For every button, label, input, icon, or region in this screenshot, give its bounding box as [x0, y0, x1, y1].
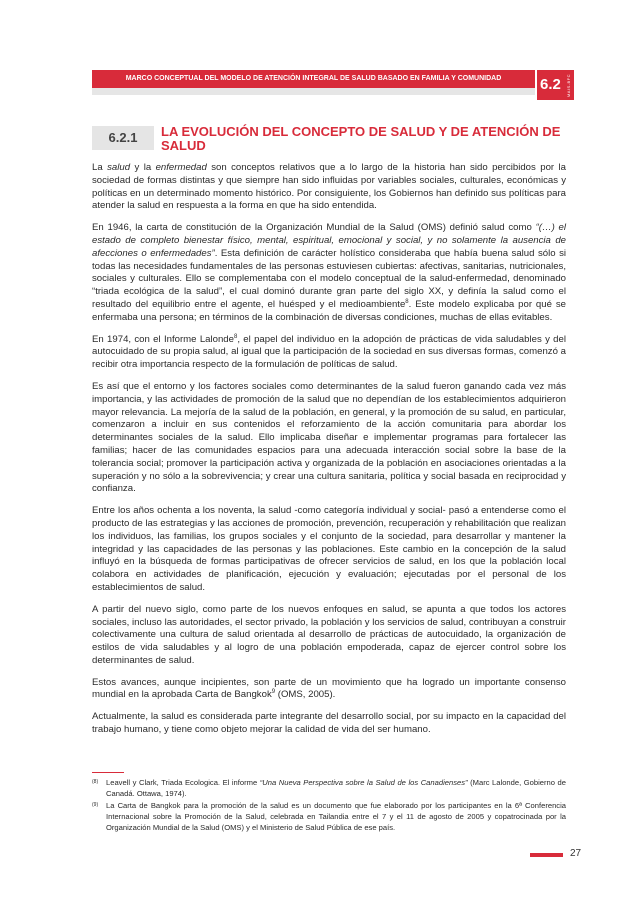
italic-term-enfermedad: enfermedad [155, 162, 207, 173]
footnote-ref-8[interactable]: 8 [405, 298, 409, 305]
paragraph-5: Entre los años ochenta a los noventa, la salud -como categoría individual y social- pasó a entenderse como el producto de las estrategias y las acciones de promoción, prevención, recuperación y rehabilitación que realizan los individuos, las familias, los grupos sociales y el conjunto de la sociedad, para desarrollar y mantener la integridad y las capacidades de las personas y las poblaciones. Este cambio en la concepción de la salud influyó en la búsqueda de formas participativas de ofrecer servicios de salud, en los que la población local colabora en actividades de planificación, ejecución y evaluación; ejecutadas por el personal de los establecimientos de salud. [92, 505, 566, 593]
text-run: La [92, 162, 108, 173]
page-number: 27 [570, 848, 582, 859]
text-run: , el papel del individuo en la adopción de prácticas de vida saludables y del autocuidado de su propia salud, al igual que la participación de la sociedad en sus diversas formas, comenzó a recibir otra importancia respecto de la formulación de políticas de salud. [92, 333, 566, 371]
footnote-ref-8[interactable]: 8 [233, 333, 238, 340]
header-shadow-bar [92, 88, 535, 95]
footnote-separator [92, 772, 124, 773]
text-run: . Este modelo explicaba por qué se enfermaba una persona; en términos de la combinación de diversas condiciones, muchas de ellas evitables. [92, 298, 566, 323]
who-definition-quote: “(…) el estado de completo bienestar físico, mental, espiritual, emocional y social, y no solamente la ausencia de afecciones o enfermedades” [92, 222, 566, 259]
text-run: La Carta de Bangkok para la promoción de la salud es un documento que fue elaborado por los participantes en la 6ª Conferencia Internacional sobre la Promoción de la Salud, celebrada en Tailandia entre el 7 y el 11 de agosto de 2005 y copatrocinada por la Organización Mundial de la Salud (OMS) y el Ministerio de Salud Pública de ese país. [106, 801, 566, 832]
footnote-ref-9[interactable]: 9 [271, 689, 276, 696]
section-title: LA EVOLUCIÓN DEL CONCEPTO DE SALUD Y DE ATENCIÓN DE SALUD [161, 124, 561, 153]
text-run: y la [130, 162, 156, 173]
chapter-number: 6.2 [540, 76, 561, 93]
footnote-mark: (9) [92, 802, 99, 808]
text-run: . Esta definición de carácter holístico consideraba que había buena salud sólo si todas las necesidades fundamentales de las personas estuviesen cubiertas: afectivas, sanitarias, nutricionales, sociales y culturales. Ello se complementaba con el modelo conceptual de la salud-enfermedad, denominado “triada ecológica de la salud”, el cual dominó durante gran parte del siglo XX, y definía la salud como el resultado del equilibrio entre el agente, el huésped y el medioambiente [92, 247, 566, 310]
footnotes [92, 777, 566, 834]
paragraph-8: Actualmente, la salud es considerada parte integrante del desarrollo social, por su impacto en la capacidad del trabajo humano, y tiene como objeto mejorar la calidad de vida del ser humano. [92, 711, 566, 736]
italic-term-salud: salud [107, 162, 131, 173]
text-run: Leavell y Clark, Triada Ecologica. El informe [106, 778, 260, 787]
text-run: (OMS, 2005). [275, 689, 336, 701]
running-header-title: MARCO CONCEPTUAL DEL MODELO DE ATENCIÓN INTEGRAL DE SALUD BASADO EN FAMILIA Y COMUNIDAD [125, 75, 502, 82]
text-run: son conceptos relativos que a lo largo de la historia han sido percibidos por la sociedad de formas distintas y que siempre han sido influidas por variables sociales, culturales, económicas y políticas en un determinado momento histórico. Por consiguiente, los Gobiernos han definido sus políticas para atender la salud en respuesta a la forma en que ha sido entendida. [92, 162, 566, 212]
running-header [92, 70, 535, 88]
section-number: 6.2.1 [92, 126, 154, 150]
paragraph-3 [92, 334, 566, 372]
body-text [92, 162, 566, 746]
page-number-bar [530, 853, 563, 857]
text-run: En 1974, con el Informe Lalonde [92, 333, 234, 345]
footnote-8 [92, 777, 566, 799]
paragraph-1 [92, 162, 566, 213]
chapter-side-label: MAIS-BFC [566, 74, 571, 98]
report-title: “Una Nueva Perspectiva sobre la Salud de los Canadienses” [259, 778, 468, 787]
paragraph-7 [92, 677, 566, 703]
text-run: (Marc Lalonde, Gobierno de Canadá. Ottawa, 1974). [106, 778, 566, 798]
text-run: Estos avances, aunque incipientes, son parte de un movimiento que ha logrado un importante consenso mundial en la aprobada Carta de Bangkok [92, 676, 566, 701]
text-run: En 1946, la carta de constitución de la Organización Mundial de la Salud (OMS) definió salud como [92, 222, 536, 234]
footnote-9 [92, 800, 566, 833]
chapter-tab [537, 70, 574, 100]
footnote-mark: (8) [92, 779, 99, 785]
paragraph-2 [92, 222, 566, 324]
paragraph-4: Es así que el entorno y los factores sociales como determinantes de la salud fueron ganando cada vez más importancia, y las actividades de promoción de la salud que no dependían de los establecimientos adquirieron mayor relevancia. La mejoría de la salud de la población, en general, y la promoción de su salud, en particular, comenzaron a incluir en sus contenidos el reforzamiento de la acción comunitaria para abordar los determinantes sociales de la salud. Ello implicaba diseñar e implementar programas para fortalecer las familias; hacer de las comunidades espacios para una adecuada interacción social sobre la base de la tolerancia social; promover la participación activa y organizada de la población en asociaciones orientadas a la superación y no sólo a la sobrevivencia; y crear una cultura sanitaria, política y social basada en reciprocidad y confianza. [92, 380, 566, 495]
paragraph-6: A partir del nuevo siglo, como parte de los nuevos enfoques en salud, se apunta a que todos los actores sociales, incluso las autoridades, el sector privado, la población y los servicios de salud, contribuyan a construir colectivamente una cultura de salud orientada al desarrollo de prácticas de autocuidado, la organización de estilos de vida saludables y al logro de una población empoderada, capaz de ejercer control sobre los determinantes de salud. [92, 603, 566, 666]
